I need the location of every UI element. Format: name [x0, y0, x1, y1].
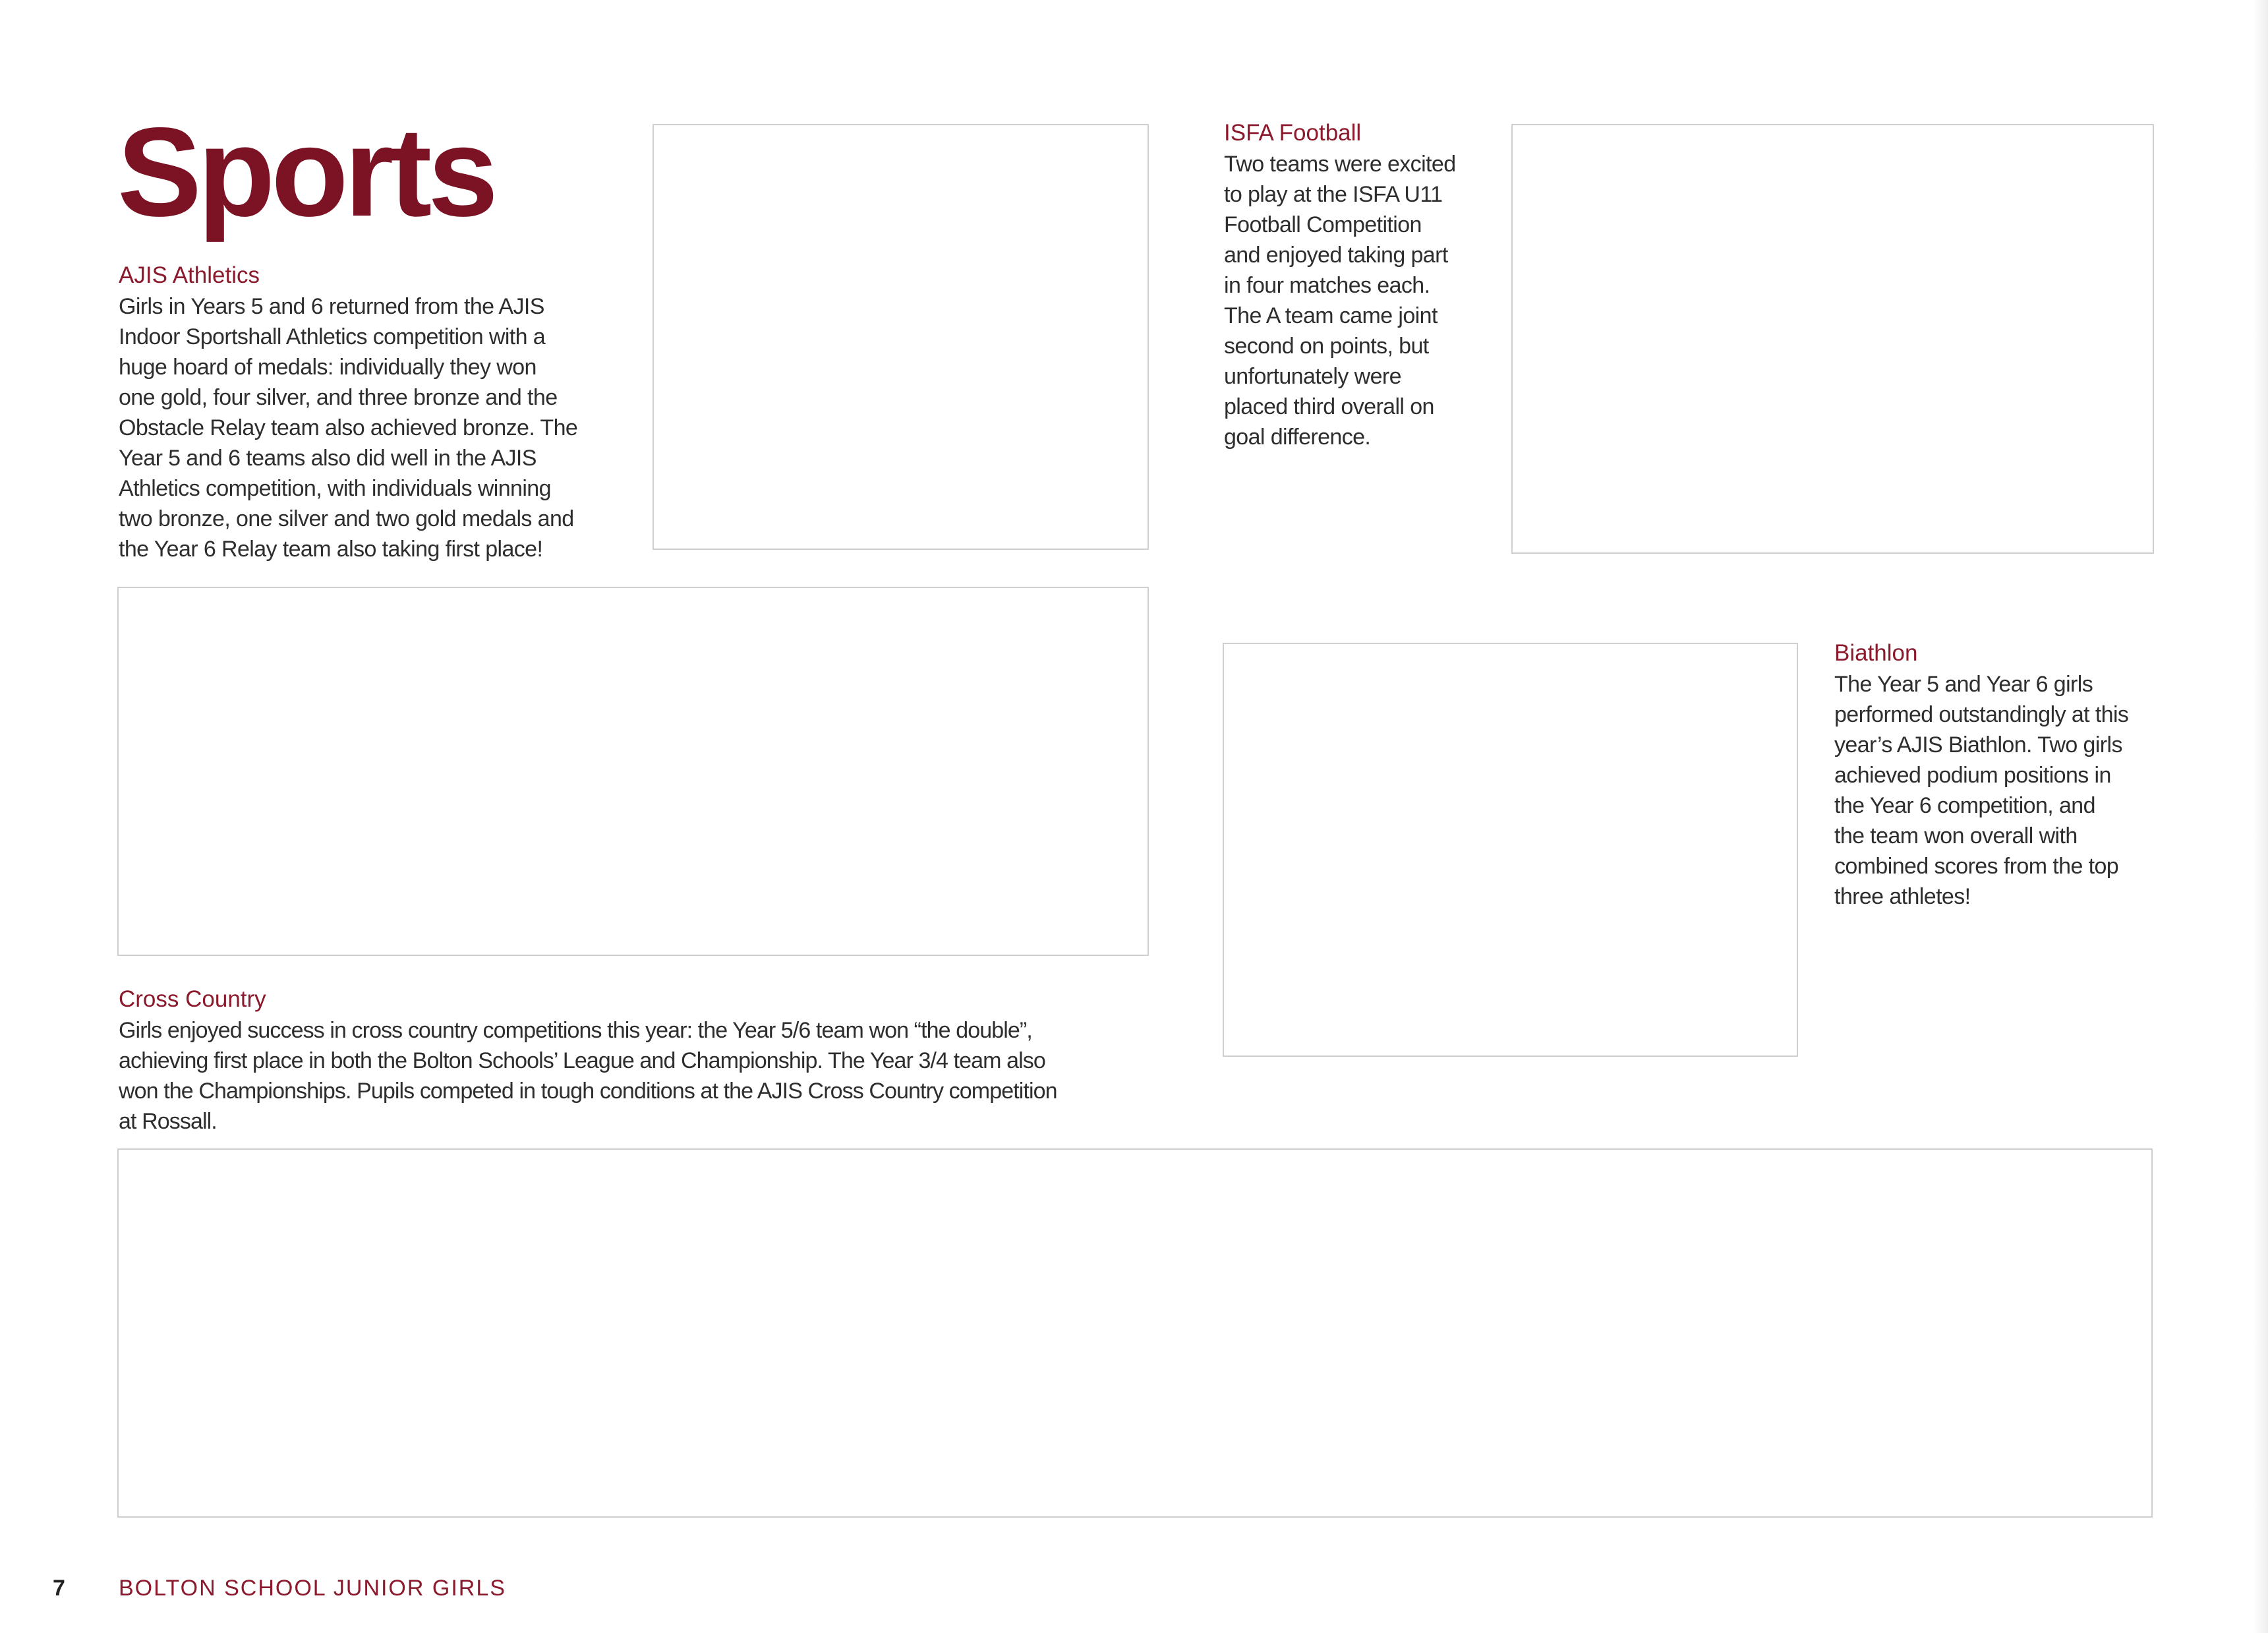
photo-frame-athletics-wide [117, 587, 1149, 956]
text-line: The Year 5 and Year 6 girls [1834, 672, 2093, 697]
text-line: Two teams were excited [1224, 152, 1456, 177]
photo-frame-football [1511, 124, 2154, 554]
text-line: achieved podium positions in [1834, 763, 2111, 788]
text-line: unfortunately were [1224, 364, 1401, 389]
text-line: to play at the ISFA U11 [1224, 182, 1443, 207]
text-line: the Year 6 Relay team also taking first place! [119, 537, 543, 562]
photo-frame-biathlon [1223, 643, 1798, 1057]
photo-frame-athletics-top [653, 124, 1149, 550]
text-line: in four matches each. [1224, 273, 1430, 298]
text-line: the Year 6 competition, and [1834, 793, 2095, 818]
text-line: combined scores from the top [1834, 854, 2119, 879]
text-line: Year 5 and 6 teams also did well in the AJIS [119, 446, 537, 471]
text-line: second on points, but [1224, 334, 1429, 359]
text-line: placed third overall on [1224, 394, 1434, 419]
athletics-heading: AJIS Athletics [119, 262, 260, 288]
photo-frame-cross-country [117, 1148, 2153, 1518]
football-heading: ISFA Football [1224, 120, 1362, 146]
text-line: Athletics competition, with individuals winning [119, 476, 551, 501]
text-line: Obstacle Relay team also achieved bronze. The [119, 415, 578, 440]
text-line: goal difference. [1224, 425, 1371, 450]
text-line: two bronze, one silver and two gold medals and [119, 506, 574, 531]
text-line: won the Championships. Pupils competed in tough conditions at the AJIS Cross Country competition [119, 1079, 1057, 1104]
text-line: three athletes! [1834, 884, 1971, 909]
page-number: 7 [53, 1576, 65, 1601]
cross-country-heading: Cross Country [119, 986, 266, 1012]
text-line: at Rossall. [119, 1109, 217, 1134]
text-line: the team won overall with [1834, 823, 2078, 848]
text-line: Girls in Years 5 and 6 returned from the AJIS [119, 294, 544, 319]
text-line: performed outstandingly at this [1834, 702, 2129, 727]
text-line: achieving first place in both the Bolton Schools’ League and Championship. The Year 3/4 team also [119, 1048, 1045, 1073]
text-line: year’s AJIS Biathlon. Two girls [1834, 732, 2122, 757]
text-line: The A team came joint [1224, 303, 1438, 328]
biathlon-heading: Biathlon [1834, 640, 1918, 666]
page-title: Sports [117, 101, 495, 243]
cross-country-text [119, 1015, 1147, 1137]
footer-title: BOLTON SCHOOL JUNIOR GIRLS [119, 1576, 506, 1601]
text-line: one gold, four silver, and three bronze and the [119, 385, 558, 410]
page-edge [2253, 0, 2268, 1633]
football-text [1224, 149, 1494, 452]
text-line: Football Competition [1224, 212, 1422, 237]
text-line: Girls enjoyed success in cross country competitions this year: the Year 5/6 team won “the double”, [119, 1018, 1032, 1043]
athletics-text [119, 291, 620, 564]
text-line: huge hoard of medals: individually they won [119, 355, 537, 380]
text-line: Indoor Sportshall Athletics competition with a [119, 324, 546, 349]
text-line: and enjoyed taking part [1224, 243, 1448, 268]
biathlon-text [1834, 669, 2177, 912]
